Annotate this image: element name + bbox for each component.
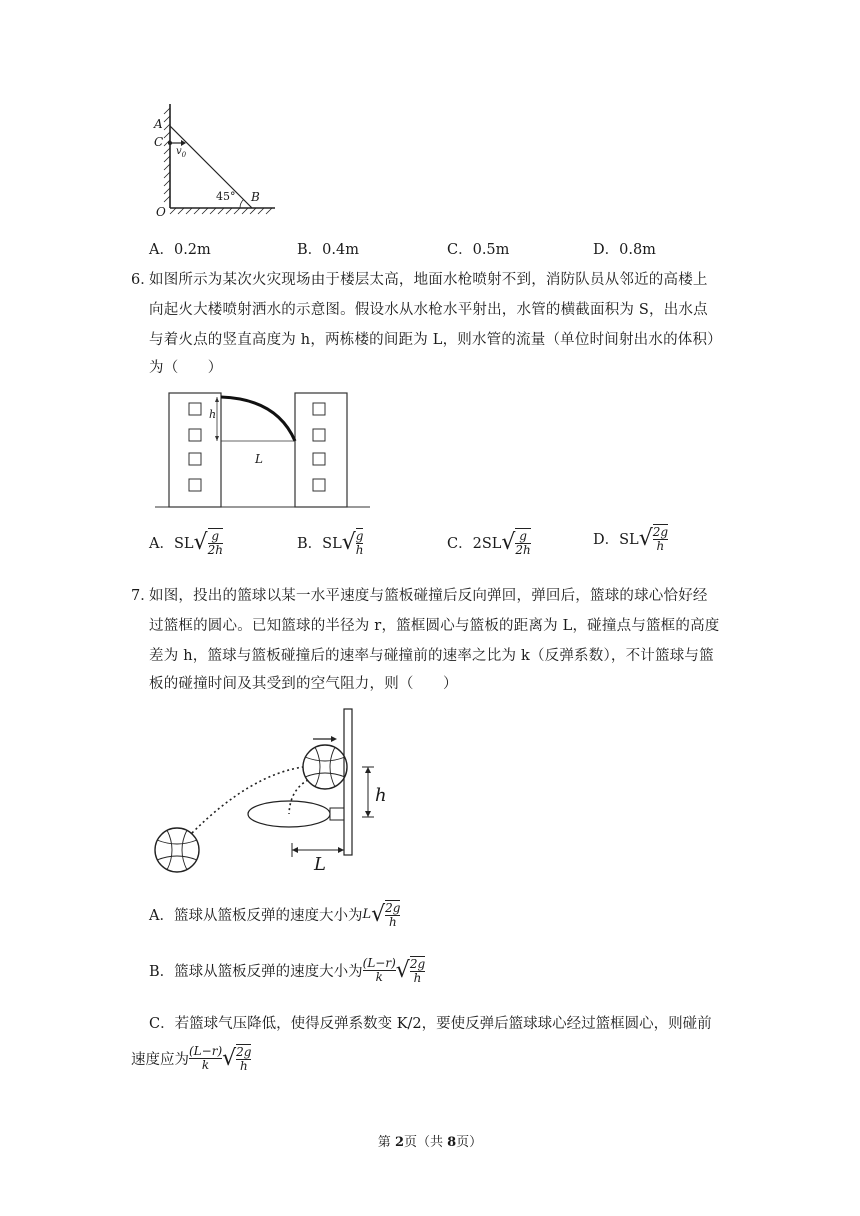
q7-label-L: L	[314, 854, 326, 875]
q7-label-h: h	[375, 785, 387, 806]
q6-option-a-num: g	[211, 529, 220, 543]
q6-text-line-4: 为（ ）	[149, 360, 223, 376]
q6-option-a-prefix: A．SL	[149, 536, 194, 552]
q6-option-d-prefix: D．SL	[593, 532, 639, 548]
basketball-figure	[150, 705, 390, 880]
q6-text-line-3: 与着火点的竖直高度为 h，两栋楼的间距为 L，则水管的流量（单位时间射出水的体积）	[149, 332, 722, 348]
label-O: O	[156, 205, 166, 219]
q7-option-b[interactable]: B．篮球从篮板反弹的速度大小为 $\frac{(L-r)}{k}$ √ $\frac{2g}{h}$	[149, 956, 426, 985]
fire-building-figure	[155, 385, 370, 515]
q7-option-c-line-2: 速度应为	[131, 1052, 189, 1068]
q6-option-a[interactable]: A．SL√ $\frac{g}{2h}$	[149, 529, 223, 557]
footer-pre: 第	[377, 1135, 395, 1150]
q6-option-d[interactable]: D．SL√ $\frac{2g}{h}$	[593, 525, 669, 553]
q6-label-h: h	[209, 408, 217, 421]
q5-option-b[interactable]: B．0.4m	[297, 242, 359, 258]
q7-option-b-num: 2g	[409, 957, 426, 971]
q7-option-c[interactable]	[149, 1012, 712, 1033]
footer-page-number: 2	[394, 1135, 404, 1150]
q7-text-line-3: 差为 h，篮球与篮板碰撞后的速率与碰撞前的速率之比为 k（反弹系数），不计篮球与篮	[149, 648, 714, 664]
q7-option-c-line-1: C．若篮球气压降低，使得反弹系数变 K/2，要使反弹后篮球球心经过篮框圆心，则碰前	[149, 1016, 712, 1032]
q6-number: 6．	[131, 272, 155, 288]
q6-option-d-den: h	[656, 539, 665, 553]
q5-option-d[interactable]: D．0.8m	[593, 242, 656, 258]
q7-option-b-den: h	[413, 971, 422, 985]
q7-option-a-coef: L	[362, 907, 372, 922]
q5-option-c[interactable]: C．0.5m	[447, 242, 510, 258]
q7-option-a-text: A．篮球从篮板反弹的速度大小为	[149, 908, 363, 924]
q6-option-b-prefix: B．SL	[297, 536, 342, 552]
q7-option-b-coef-den: k	[375, 970, 383, 984]
footer-mid: 页（共	[403, 1135, 448, 1150]
q6-option-c-den: 2h	[515, 543, 531, 557]
q7-option-b-coef-num: (L−r)	[362, 956, 396, 970]
label-v0: $v_0$	[176, 146, 187, 159]
q7-option-c-num: 2g	[236, 1045, 252, 1059]
q6-option-c-num: g	[519, 529, 527, 543]
q6-option-c[interactable]: C．2SL√ $\frac{g}{2h}$	[447, 529, 531, 557]
q6-option-b-den: h	[355, 543, 364, 557]
page-footer	[0, 1131, 860, 1150]
q7-option-b-text: B．篮球从篮板反弹的速度大小为	[149, 964, 363, 980]
q7-option-a-den: h	[388, 915, 397, 929]
q6-option-b[interactable]: B．SL√ $\frac{g}{h}$	[297, 529, 364, 557]
q7-text-line-4: 板的碰撞时间及其受到的空气阻力，则（ ）	[149, 676, 458, 692]
q6-option-d-num: 2g	[652, 525, 669, 539]
q6-label-L: L	[255, 452, 263, 466]
footer-post: 页）	[456, 1135, 483, 1150]
q7-option-a-num: 2g	[385, 901, 401, 915]
q7-number: 7．	[131, 588, 155, 604]
q7-text-line-2: 过篮框的圆心。已知篮球的半径为 r，篮框圆心与篮板的距离为 L，碰撞点与篮框的高度	[149, 618, 720, 634]
q7-option-c-cont[interactable]: 速度应为 $\frac{(L-r)}{k}$ √ $\frac{2g}{h}$	[131, 1044, 252, 1073]
q7-option-c-den: h	[239, 1059, 248, 1073]
label-A: A	[154, 117, 163, 131]
q7-option-a[interactable]: A．篮球从篮板反弹的速度大小为L√ $\frac{2g}{h}$	[149, 901, 401, 929]
q6-text-line-2: 向起火大楼喷射洒水的示意图。假设水从水枪水平射出，水管的横截面积为 S，出水点	[149, 302, 708, 318]
q5-option-a[interactable]: A．0.2m	[149, 242, 211, 258]
footer-total-pages: 8	[447, 1135, 457, 1150]
q7-option-c-coef-num: (L−r)	[189, 1044, 223, 1058]
label-B: B	[251, 190, 260, 204]
q7-text-line-1: 如图，投出的篮球以某一水平速度与篮板碰撞后反向弹回，弹回后，篮球的球心恰好经	[149, 588, 708, 604]
label-angle: 45°	[216, 190, 236, 203]
q7-option-c-coef-den: k	[201, 1058, 210, 1072]
label-C: C	[154, 135, 164, 149]
q6-text-line-1: 如图所示为某次火灾现场由于楼层太高，地面水枪喷射不到，消防队员从邻近的高楼上	[149, 272, 708, 288]
q6-option-a-den: 2h	[207, 543, 223, 557]
q6-option-c-prefix: C．2SL	[447, 536, 502, 552]
q6-option-b-num: g	[355, 529, 364, 543]
